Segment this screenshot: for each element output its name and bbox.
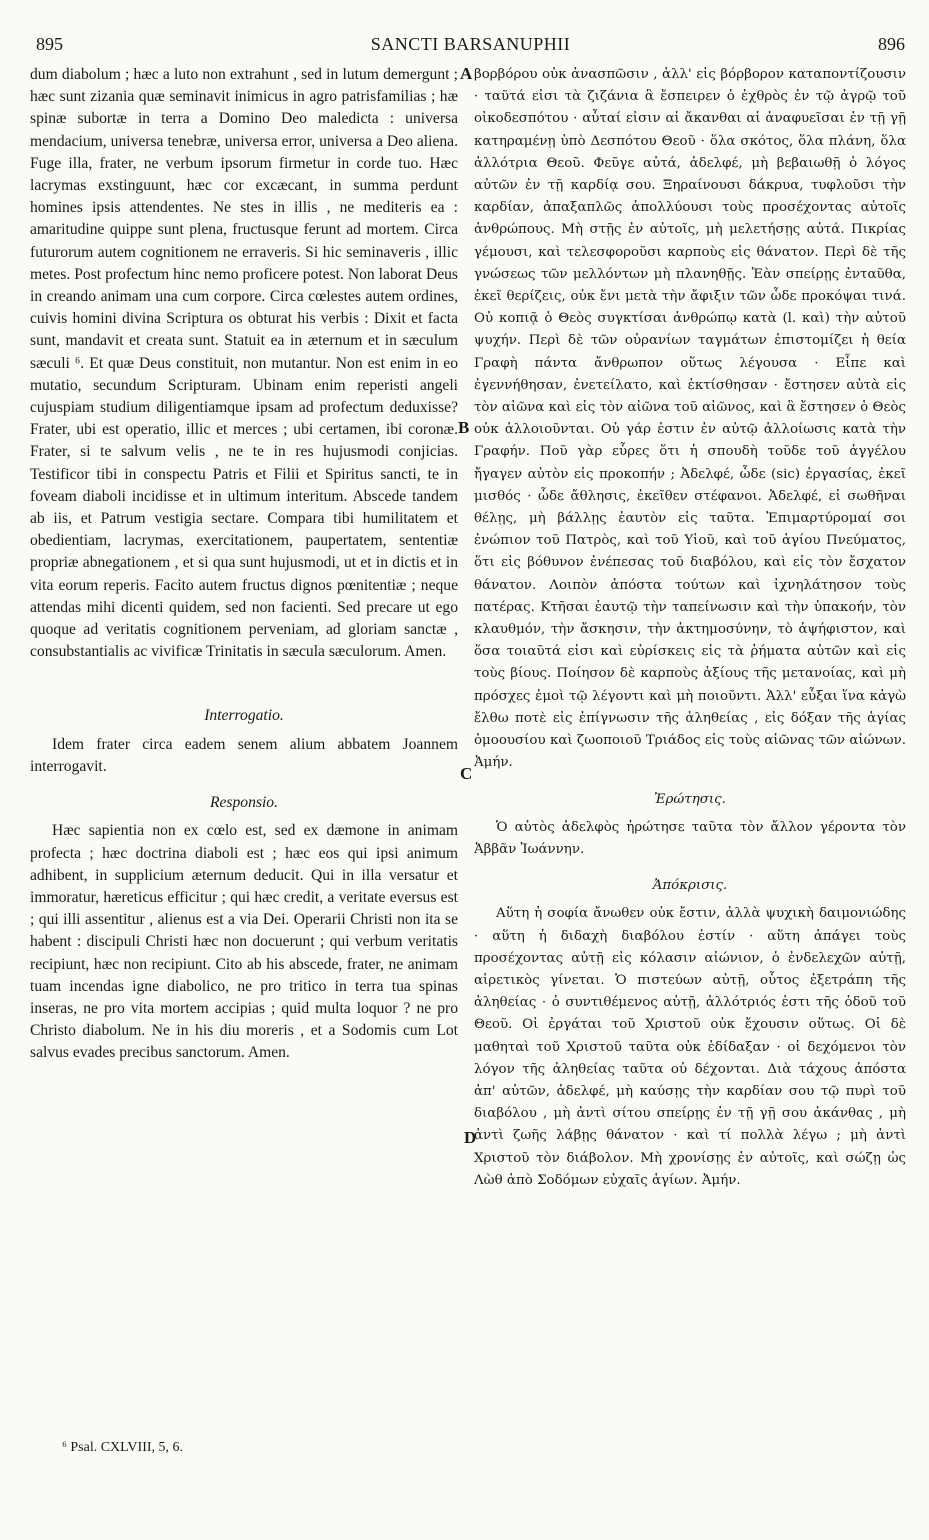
margin-mark-c: C bbox=[460, 764, 473, 783]
latin-body-paragraph: dum diabolum ; hæc a luto non extrahunt , sed in lutum demergunt ; hæc sunt zizania quæ seminavit inimicus in agro patrisfamilias ; hæ spinæ subortæ in terra a Domino Deo maledicta : universa mendacium, universa tenebræ, universa error, universa a Deo aliena. Fuge illa, frater, ne verbum ipsorum firmetur in corde tuo. Hæc lacrymas exstinguunt, hæc cor excæcant, in summa perdunt homines ipsis attendentes. Ne stes in illis , ne mediteris ea : amaritudine quippe sunt plena, fructusque ferunt ad mortem. Circa futurorum autem cognitionem ne erraveris. Si hic seminaveris , illic metes. Post profectum hinc nemo proficere potest. Non laborat Deus in creando animam una cum corpore. Circa cœlestes autem ordines, cuivis homini divina Scriptura os obturat his verbis : Dixit et facta sunt, mandavit et creata sunt. Statuit ea in æternum et in sæculum sæculi ⁶. Et quæ Deus constituit, non mutantur. Non est enim in eo mutatio, secundum Scripturam. Ubinam enim reperisti angeli cujuspiam studium diligentiamque ipsam ad profectum deduxisse? Frater, ubi est operatio, illic et merces ; ubi certamen, ibi coronæ. Frater, si te salvum velis , ne te in res hujusmodi conjicias. Testificor tibi in conspectu Patris et Filii et Spiritus sancti, te in foveam diaboli incidisse et in ultimum interitum. Abscede tandem ab iis, et Patrum vestigia sectare. Compara tibi humilitatem et obedientiam, lacrymas, exercitationem, paupertatem, sententiæ propriæ abnegationem , et si qua sunt hujusmodi, ut et in dictis et in vita eorum reperis. Facito autem fructus dignos pœnitentiæ ; neque attendas mihi dicenti quidem, sed non facienti. Sed precare ut ego quoque ad veritatis cognitionem perveniam, ad gloriam sanctæ , consubstantialis ac vivificæ Trinitatis in sæcula sæculorum. Amen. bbox=[30, 66, 458, 661]
greek-body-paragraph: βορβόρου οὐκ ἀνασπῶσιν , ἀλλ' εἰς βόρβορον καταποντίζουσιν · ταῦτά εἰσι τὰ ζιζάνια ἃ ἔσπειρεν ὁ ἐχθρὸς ἐν τῷ ἀγρῷ τοῦ οἰκοδεσπότου · αὗταί εἰσιν αἱ ἄκανθαι αἱ ἀναφυεῖσαι ἐν τῇ γῇ κατηραμένῃ ὑπὸ Δεσπότου Θεοῦ · ὅλα σκότος, ὅλα πλάνη, ὅλα ἀλλότρια Θεοῦ. Φεῦγε αὐτά, ἀδελφέ, μὴ βεβαιωθῇ ὁ λόγος αὐτῶν ἐν τῇ καρδίᾳ σου. Ξηραίνουσι δάκρυα, τυφλοῦσι τὴν καρδίαν, ἁπαξαπλῶς ἀπολλύουσι τοὺς προσέχοντας αὐτοῖς ἀνθρώπους. Μὴ στῇς ἐν αὐτοῖς, μὴ μελετήσῃς αὐτά. Πικρίας γέμουσι, καὶ τελεσφοροῦσι καρποὺς εἰς θάνατον. Περὶ δὲ τῆς γνώσεως τῶν μελλόντων μὴ πλανηθῇς. Ἐὰν σπείρῃς ἐνταῦθα, ἐκεῖ θερίζεις, οὐκ ἔνι μετὰ τὴν ἄφιξιν τῶν ὧδε προκόψαι τινά. Οὐ κοπιᾷ ὁ Θεὸς συγκτίσαι ἀνθρώπῳ κατὰ (l. καὶ) τὴν αὐτοῦ ψυχήν. Περὶ δὲ τῶν οὐρανίων ταγμάτων ἐπιστομίζει ἡ θεία Γραφὴ πάντα ἄνθρωπον οὕτως λέγουσα · Εἶπε καὶ ἐγεννήθησαν, ἐνετείλατο, καὶ ἐκτίσθησαν · ἔστησεν αὐτὰ εἰς τὸν αἰῶνα καὶ εἰς τὸν αἰῶνα τοῦ αἰῶνος, καὶ ἃ ἔστησεν ὁ Θεὸς οὐκ ἀλλοιοῦνται. Οὐ γάρ ἐστιν ἐν αὐτῷ ἀλλοίωσις κατὰ τὴν Γραφήν. Ποῦ γὰρ εὗρες ὅτι ἡ σπουδὴ τοῦδε τοῦ ἀγγέλου ἤγαγεν αὐτὸν εἰς προκοπήν ; Ἀδελφέ, ὧδε (sic) ἐργασίας, ἐκεῖ μισθός · ὧδε ἄθλησις, ἐκεῖθεν στέφανοι. Ἀδελφέ, εἰ σωθῆναι θέλῃς, μὴ βάλλῃς ἑαυτὸν εἰς ταῦτα. Ἐπιμαρτύρομαί σοι ἐνώπιον τοῦ Πατρὸς, καὶ τοῦ Υἱοῦ, καὶ τοῦ ἁγίου Πνεύματος, ὅτι εἰς βόθυνον ἐνέπεσας τοῦ διαβόλου, καὶ εἰς τὸν ἔσχατον θάνατον. Λοιπὸν ἀπόστα τούτων καὶ ἰχνηλάτησον τοὺς πατέρας. Κτῆσαι ἑαυτῷ τὴν ταπείνωσιν καὶ τὴν ὑπακοήν, τὸν κλαυθμόν, τὴν ἄσκησιν, τὴν ἀκτημοσύνην, τὸ ἀψήφιστον, καὶ ὅσα τοιαῦτά εἰσι καὶ εὑρίσκεις εἰς τὰ ῥήματα αὐτῶν καὶ εἰς τοὺς βίους. Ποίησον δὲ καρποὺς ἀξίους τῆς μετανοίας, καὶ μὴ πρόσχες ἐμοὶ τῷ λέγοντι καὶ μὴ ποιοῦντι. Ἀλλ' εὖξαι ἵνα κἀγὼ ἔλθω ποτὲ εἰς ἐπίγνωσιν τῆς ἀληθείας , εἰς δόξαν τῆς ἁγίας ὁμοουσίου καὶ ζωοποιοῦ Τριάδος εἰς τοὺς αἰῶνας τῶν αἰώνων. Ἀμήν. bbox=[474, 67, 906, 771]
latin-interrogatio-heading: Interrogatio. bbox=[204, 707, 284, 725]
page-number-left: 895 bbox=[36, 34, 63, 54]
page-header bbox=[36, 34, 905, 62]
greek-apokrisis-heading: Ἀπόκρισις. bbox=[652, 878, 728, 894]
greek-column bbox=[474, 64, 906, 1192]
margin-mark-b: B bbox=[458, 418, 470, 437]
latin-interrogatio-text: Idem frater circa eadem senem alium abbatem Joannem interrogavit. bbox=[30, 735, 458, 775]
footnote: ⁶ Psal. CXLVIII, 5, 6. bbox=[62, 1440, 184, 1455]
latin-responsio-text: Hæc sapientia non ex cœlo est, sed ex dæmone in animam profecta ; hæc doctrina diaboli est ; hæc eos qui ipsi animum adhibent, in supplicium æternum deducit. Qui in illa versatur et immoratur, hæreticus efficitur ; qui hæc credit, a veritate eversus est ; qui illi assentitur , alienus est a via Dei. Operarii Christi non ita se habent : discipuli Christi hæc non docuerunt ; qui verbum veritatis recipiunt, hæc non recipiunt. Cito ab his abscede, frater, ne animam tuam incendas igne diabolico, ne pro tritico in terra tua spinas inseras, ne pro vita mortem accipias ; quid multa loquor ? ne pro Christo diabolum. Ne in his diu moreris , et a Sodomis cum Lot salvus evades precibus sanctorum. Amen. bbox=[30, 822, 458, 1062]
greek-erotesis-text: Ὁ αὐτὸς ἀδελφὸς ἠρώτησε ταῦτα τὸν ἄλλον γέροντα τὸν Ἀββᾶν Ἰωάννην. bbox=[474, 819, 906, 857]
margin-mark-a: A bbox=[460, 64, 473, 83]
greek-erotesis-heading: Ἐρώτησις. bbox=[654, 791, 726, 807]
latin-column bbox=[30, 64, 458, 1065]
running-title: SANCTI BARSANUPHII bbox=[370, 34, 571, 54]
greek-apokrisis-text: Αὕτη ἡ σοφία ἄνωθεν οὐκ ἔστιν, ἀλλὰ ψυχικὴ δαιμονιώδης · αὕτη ἡ διδαχὴ διαβόλου ἐστίν · αὕτη ἀπάγει τοὺς προσέχοντας αὐτῇ εἰς κόλασιν αἰώνιον, ὁ ἐνδελεχῶν αὐτῇ, αἱρετικὸς γίνεται. Ὁ πιστεύων αὐτῇ, οὗτος ἐξετράπη τῆς ἀληθείας · ὁ συντιθέμενος αὐτῇ, ἀλλότριός ἐστι τῆς ὁδοῦ τοῦ Θεοῦ. Οἱ ἐργάται τοῦ Χριστοῦ οὐκ ἔχουσιν οὕτως. Οἱ δὲ μαθηταὶ τοῦ Χριστοῦ ταῦτα οὐκ ἐδίδαξαν · οἱ δεχόμενοι τὸν λόγον τῆς ἀληθείας ταῦτα οὐ δέχονται. Διὰ τάχους ἀπόστα ἀπ' αὐτῶν, ἀδελφέ, μὴ καύσῃς τὴν καρδίαν σου τῷ πυρὶ τοῦ διαβόλου , μὴ ἀντὶ σίτου σπείρῃς ἐν τῇ γῇ σου ἀκάνθας , μὴ ἀντὶ ζωῆς λάβῃς θάνατον · καὶ τί πολλὰ λέγω ; μὴ ἀντὶ Χριστοῦ τὸν διάβολον. Μὴ χρονίσῃς ἐν αὐτοῖς, καὶ σώζῃ ὡς Λὼθ ἀπὸ Σοδόμων εὐχαῖς ἁγίων. Ἀμήν. bbox=[474, 906, 906, 1188]
margin-mark-d: D bbox=[464, 1128, 477, 1147]
page-number-right: 896 bbox=[878, 34, 905, 54]
latin-responsio-heading: Responsio. bbox=[209, 794, 278, 812]
